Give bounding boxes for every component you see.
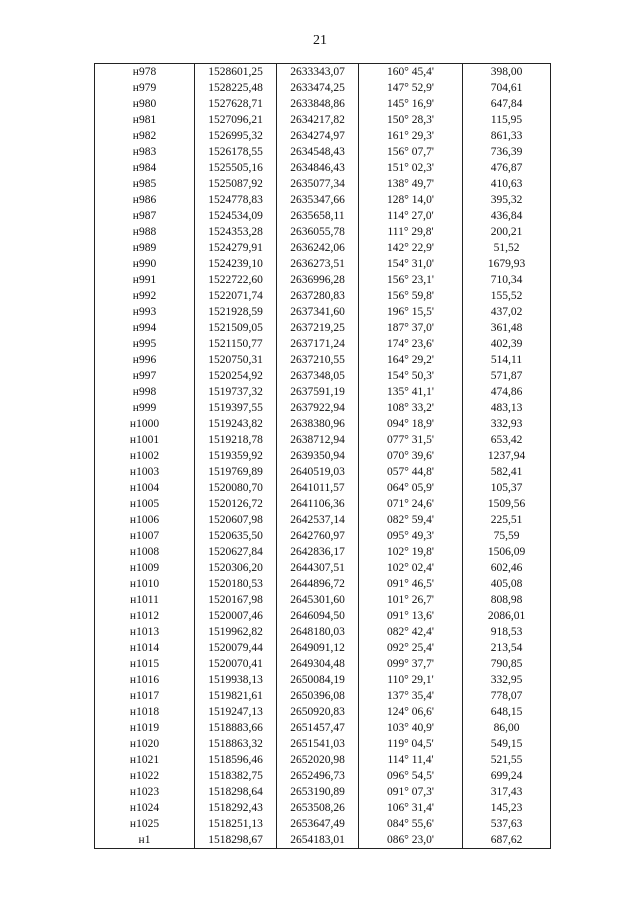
table-row	[95, 448, 551, 464]
table-row	[95, 656, 551, 672]
distance-cell: 736,39	[463, 144, 551, 160]
y-coordinate-cell: 2641011,57	[277, 480, 359, 496]
table-row	[95, 208, 551, 224]
y-coordinate-cell: 2637219,25	[277, 320, 359, 336]
table-row	[95, 272, 551, 288]
y-coordinate-cell: 2650396,08	[277, 688, 359, 704]
x-coordinate-cell: 1519938,13	[195, 672, 277, 688]
direction-angle-cell: 119° 04,5'	[359, 736, 463, 752]
point-name-cell: н1013	[95, 624, 195, 640]
y-coordinate-cell: 2645301,60	[277, 592, 359, 608]
x-coordinate-cell: 1519397,55	[195, 400, 277, 416]
y-coordinate-cell: 2652020,98	[277, 752, 359, 768]
distance-cell: 514,11	[463, 352, 551, 368]
point-name-cell: н1018	[95, 704, 195, 720]
distance-cell: 1509,56	[463, 496, 551, 512]
direction-angle-cell: 103° 40,9'	[359, 720, 463, 736]
point-name-cell: н987	[95, 208, 195, 224]
direction-angle-cell: 114° 11,4'	[359, 752, 463, 768]
table-row	[95, 384, 551, 400]
point-name-cell: н1019	[95, 720, 195, 736]
table-row	[95, 240, 551, 256]
x-coordinate-cell: 1520635,50	[195, 528, 277, 544]
distance-cell: 398,00	[463, 64, 551, 81]
table-row	[95, 96, 551, 112]
distance-cell: 790,85	[463, 656, 551, 672]
x-coordinate-cell: 1526995,32	[195, 128, 277, 144]
table-row	[95, 720, 551, 736]
table-row	[95, 160, 551, 176]
y-coordinate-cell: 2634274,97	[277, 128, 359, 144]
page-number: 21	[313, 33, 327, 48]
point-name-cell: н1001	[95, 432, 195, 448]
point-name-cell: н1006	[95, 512, 195, 528]
distance-cell: 317,43	[463, 784, 551, 800]
direction-angle-cell: 099° 37,7'	[359, 656, 463, 672]
y-coordinate-cell: 2641106,36	[277, 496, 359, 512]
y-coordinate-cell: 2642537,14	[277, 512, 359, 528]
direction-angle-cell: 161° 29,3'	[359, 128, 463, 144]
distance-cell: 571,87	[463, 368, 551, 384]
table-row	[95, 784, 551, 800]
x-coordinate-cell: 1518298,64	[195, 784, 277, 800]
distance-cell: 2086,01	[463, 608, 551, 624]
direction-angle-cell: 154° 50,3'	[359, 368, 463, 384]
x-coordinate-cell: 1526178,55	[195, 144, 277, 160]
direction-angle-cell: 154° 31,0'	[359, 256, 463, 272]
x-coordinate-cell: 1520080,70	[195, 480, 277, 496]
distance-cell: 699,24	[463, 768, 551, 784]
y-coordinate-cell: 2644307,51	[277, 560, 359, 576]
table-row	[95, 352, 551, 368]
point-name-cell: н1009	[95, 560, 195, 576]
y-coordinate-cell: 2654183,01	[277, 832, 359, 849]
table-row	[95, 832, 551, 849]
direction-angle-cell: 091° 13,6'	[359, 608, 463, 624]
y-coordinate-cell: 2636273,51	[277, 256, 359, 272]
y-coordinate-cell: 2634846,43	[277, 160, 359, 176]
x-coordinate-cell: 1521509,05	[195, 320, 277, 336]
x-coordinate-cell: 1520254,92	[195, 368, 277, 384]
direction-angle-cell: 082° 59,4'	[359, 512, 463, 528]
direction-angle-cell: 057° 44,8'	[359, 464, 463, 480]
x-coordinate-cell: 1528601,25	[195, 64, 277, 81]
table-row	[95, 64, 551, 81]
y-coordinate-cell: 2649091,12	[277, 640, 359, 656]
distance-cell: 361,48	[463, 320, 551, 336]
distance-cell: 395,32	[463, 192, 551, 208]
table-row	[95, 224, 551, 240]
x-coordinate-cell: 1524353,28	[195, 224, 277, 240]
distance-cell: 653,42	[463, 432, 551, 448]
direction-angle-cell: 151° 02,3'	[359, 160, 463, 176]
table-row	[95, 512, 551, 528]
y-coordinate-cell: 2649304,48	[277, 656, 359, 672]
direction-angle-cell: 095° 49,3'	[359, 528, 463, 544]
direction-angle-cell: 137° 35,4'	[359, 688, 463, 704]
x-coordinate-cell: 1522071,74	[195, 288, 277, 304]
table-row	[95, 144, 551, 160]
point-name-cell: н986	[95, 192, 195, 208]
y-coordinate-cell: 2633848,86	[277, 96, 359, 112]
direction-angle-cell: 094° 18,9'	[359, 416, 463, 432]
distance-cell: 1679,93	[463, 256, 551, 272]
x-coordinate-cell: 1520126,72	[195, 496, 277, 512]
y-coordinate-cell: 2638380,96	[277, 416, 359, 432]
distance-cell: 474,86	[463, 384, 551, 400]
point-name-cell: н985	[95, 176, 195, 192]
distance-cell: 476,87	[463, 160, 551, 176]
table-row	[95, 704, 551, 720]
y-coordinate-cell: 2637210,55	[277, 352, 359, 368]
direction-angle-cell: 147° 52,9'	[359, 80, 463, 96]
distance-cell: 115,95	[463, 112, 551, 128]
direction-angle-cell: 128° 14,0'	[359, 192, 463, 208]
direction-angle-cell: 187° 37,0'	[359, 320, 463, 336]
y-coordinate-cell: 2650920,83	[277, 704, 359, 720]
distance-cell: 75,59	[463, 528, 551, 544]
direction-angle-cell: 108° 33,2'	[359, 400, 463, 416]
y-coordinate-cell: 2642760,97	[277, 528, 359, 544]
x-coordinate-cell: 1519359,92	[195, 448, 277, 464]
x-coordinate-cell: 1525087,92	[195, 176, 277, 192]
distance-cell: 549,15	[463, 736, 551, 752]
direction-angle-cell: 114° 27,0'	[359, 208, 463, 224]
direction-angle-cell: 082° 42,4'	[359, 624, 463, 640]
table-row	[95, 320, 551, 336]
point-name-cell: н998	[95, 384, 195, 400]
x-coordinate-cell: 1520627,84	[195, 544, 277, 560]
direction-angle-cell: 086° 23,0'	[359, 832, 463, 849]
x-coordinate-cell: 1520750,31	[195, 352, 277, 368]
distance-cell: 225,51	[463, 512, 551, 528]
y-coordinate-cell: 2634217,82	[277, 112, 359, 128]
point-name-cell: н1021	[95, 752, 195, 768]
direction-angle-cell: 145° 16,9'	[359, 96, 463, 112]
table-row	[95, 560, 551, 576]
y-coordinate-cell: 2638712,94	[277, 432, 359, 448]
y-coordinate-cell: 2644896,72	[277, 576, 359, 592]
direction-angle-cell: 096° 54,5'	[359, 768, 463, 784]
y-coordinate-cell: 2637348,05	[277, 368, 359, 384]
point-name-cell: н1007	[95, 528, 195, 544]
direction-angle-cell: 156° 23,1'	[359, 272, 463, 288]
table-row	[95, 256, 551, 272]
distance-cell: 778,07	[463, 688, 551, 704]
table-row	[95, 800, 551, 816]
direction-angle-cell: 106° 31,4'	[359, 800, 463, 816]
table-row	[95, 304, 551, 320]
direction-angle-cell: 142° 22,9'	[359, 240, 463, 256]
direction-angle-cell: 150° 28,3'	[359, 112, 463, 128]
table-row	[95, 496, 551, 512]
point-name-cell: н1016	[95, 672, 195, 688]
direction-angle-cell: 070° 39,6'	[359, 448, 463, 464]
table-row	[95, 432, 551, 448]
point-name-cell: н992	[95, 288, 195, 304]
y-coordinate-cell: 2642836,17	[277, 544, 359, 560]
x-coordinate-cell: 1518298,67	[195, 832, 277, 849]
x-coordinate-cell: 1519247,13	[195, 704, 277, 720]
point-name-cell: н988	[95, 224, 195, 240]
x-coordinate-cell: 1520079,44	[195, 640, 277, 656]
distance-cell: 704,61	[463, 80, 551, 96]
coordinates-table-body	[95, 64, 551, 849]
direction-angle-cell: 138° 49,7'	[359, 176, 463, 192]
direction-angle-cell: 135° 41,1'	[359, 384, 463, 400]
direction-angle-cell: 101° 26,7'	[359, 592, 463, 608]
y-coordinate-cell: 2637171,24	[277, 336, 359, 352]
y-coordinate-cell: 2635347,66	[277, 192, 359, 208]
table-row	[95, 624, 551, 640]
table-row	[95, 80, 551, 96]
table-row	[95, 464, 551, 480]
point-name-cell: н1014	[95, 640, 195, 656]
direction-angle-cell: 124° 06,6'	[359, 704, 463, 720]
distance-cell: 145,23	[463, 800, 551, 816]
distance-cell: 521,55	[463, 752, 551, 768]
distance-cell: 648,15	[463, 704, 551, 720]
x-coordinate-cell: 1521150,77	[195, 336, 277, 352]
x-coordinate-cell: 1527628,71	[195, 96, 277, 112]
x-coordinate-cell: 1528225,48	[195, 80, 277, 96]
x-coordinate-cell: 1519769,89	[195, 464, 277, 480]
x-coordinate-cell: 1518382,75	[195, 768, 277, 784]
table-row	[95, 128, 551, 144]
direction-angle-cell: 084° 55,6'	[359, 816, 463, 832]
x-coordinate-cell: 1520167,98	[195, 592, 277, 608]
x-coordinate-cell: 1518863,32	[195, 736, 277, 752]
y-coordinate-cell: 2633474,25	[277, 80, 359, 96]
point-name-cell: н1017	[95, 688, 195, 704]
table-row	[95, 640, 551, 656]
coordinates-table	[94, 63, 551, 849]
y-coordinate-cell: 2653190,89	[277, 784, 359, 800]
distance-cell: 1506,09	[463, 544, 551, 560]
distance-cell: 710,34	[463, 272, 551, 288]
x-coordinate-cell: 1520070,41	[195, 656, 277, 672]
table-row	[95, 176, 551, 192]
y-coordinate-cell: 2635077,34	[277, 176, 359, 192]
point-name-cell: н989	[95, 240, 195, 256]
point-name-cell: н1011	[95, 592, 195, 608]
table-row	[95, 608, 551, 624]
table-row	[95, 752, 551, 768]
point-name-cell: н999	[95, 400, 195, 416]
x-coordinate-cell: 1524778,83	[195, 192, 277, 208]
point-name-cell: н1012	[95, 608, 195, 624]
direction-angle-cell: 102° 02,4'	[359, 560, 463, 576]
y-coordinate-cell: 2636055,78	[277, 224, 359, 240]
point-name-cell: н996	[95, 352, 195, 368]
x-coordinate-cell: 1518883,66	[195, 720, 277, 736]
point-name-cell: н983	[95, 144, 195, 160]
x-coordinate-cell: 1521928,59	[195, 304, 277, 320]
point-name-cell: н1022	[95, 768, 195, 784]
table-row	[95, 400, 551, 416]
point-name-cell: н1005	[95, 496, 195, 512]
table-row	[95, 672, 551, 688]
point-name-cell: н1003	[95, 464, 195, 480]
point-name-cell: н1008	[95, 544, 195, 560]
distance-cell: 405,08	[463, 576, 551, 592]
point-name-cell: н1010	[95, 576, 195, 592]
direction-angle-cell: 174° 23,6'	[359, 336, 463, 352]
x-coordinate-cell: 1522722,60	[195, 272, 277, 288]
direction-angle-cell: 111° 29,8'	[359, 224, 463, 240]
point-name-cell: н990	[95, 256, 195, 272]
distance-cell: 410,63	[463, 176, 551, 192]
point-name-cell: н1	[95, 832, 195, 849]
table-row	[95, 336, 551, 352]
point-name-cell: н1000	[95, 416, 195, 432]
table-row	[95, 480, 551, 496]
distance-cell: 200,21	[463, 224, 551, 240]
table-row	[95, 112, 551, 128]
y-coordinate-cell: 2637922,94	[277, 400, 359, 416]
distance-cell: 332,93	[463, 416, 551, 432]
point-name-cell: н1023	[95, 784, 195, 800]
distance-cell: 537,63	[463, 816, 551, 832]
table-row	[95, 736, 551, 752]
distance-cell: 647,84	[463, 96, 551, 112]
distance-cell: 332,95	[463, 672, 551, 688]
table-row	[95, 592, 551, 608]
table-row	[95, 192, 551, 208]
distance-cell: 402,39	[463, 336, 551, 352]
table-row	[95, 288, 551, 304]
direction-angle-cell: 110° 29,1'	[359, 672, 463, 688]
x-coordinate-cell: 1524239,10	[195, 256, 277, 272]
y-coordinate-cell: 2653508,26	[277, 800, 359, 816]
point-name-cell: н979	[95, 80, 195, 96]
table-row	[95, 576, 551, 592]
distance-cell: 483,13	[463, 400, 551, 416]
x-coordinate-cell: 1525505,16	[195, 160, 277, 176]
point-name-cell: н1024	[95, 800, 195, 816]
point-name-cell: н980	[95, 96, 195, 112]
direction-angle-cell: 091° 07,3'	[359, 784, 463, 800]
y-coordinate-cell: 2648180,03	[277, 624, 359, 640]
distance-cell: 808,98	[463, 592, 551, 608]
point-name-cell: н1002	[95, 448, 195, 464]
point-name-cell: н993	[95, 304, 195, 320]
distance-cell: 1237,94	[463, 448, 551, 464]
point-name-cell: н982	[95, 128, 195, 144]
direction-angle-cell: 164° 29,2'	[359, 352, 463, 368]
table-row	[95, 816, 551, 832]
table-row	[95, 544, 551, 560]
y-coordinate-cell: 2635658,11	[277, 208, 359, 224]
distance-cell: 436,84	[463, 208, 551, 224]
y-coordinate-cell: 2652496,73	[277, 768, 359, 784]
distance-cell: 437,02	[463, 304, 551, 320]
direction-angle-cell: 077° 31,5'	[359, 432, 463, 448]
y-coordinate-cell: 2646094,50	[277, 608, 359, 624]
x-coordinate-cell: 1524534,09	[195, 208, 277, 224]
x-coordinate-cell: 1520180,53	[195, 576, 277, 592]
x-coordinate-cell: 1520007,46	[195, 608, 277, 624]
distance-cell: 602,46	[463, 560, 551, 576]
distance-cell: 105,37	[463, 480, 551, 496]
direction-angle-cell: 092° 25,4'	[359, 640, 463, 656]
point-name-cell: н978	[95, 64, 195, 81]
y-coordinate-cell: 2651457,47	[277, 720, 359, 736]
direction-angle-cell: 156° 59,8'	[359, 288, 463, 304]
y-coordinate-cell: 2651541,03	[277, 736, 359, 752]
y-coordinate-cell: 2637591,19	[277, 384, 359, 400]
direction-angle-cell: 160° 45,4'	[359, 64, 463, 81]
distance-cell: 918,53	[463, 624, 551, 640]
point-name-cell: н1015	[95, 656, 195, 672]
y-coordinate-cell: 2636242,06	[277, 240, 359, 256]
direction-angle-cell: 196° 15,5'	[359, 304, 463, 320]
distance-cell: 51,52	[463, 240, 551, 256]
y-coordinate-cell: 2640519,03	[277, 464, 359, 480]
x-coordinate-cell: 1519737,32	[195, 384, 277, 400]
point-name-cell: н994	[95, 320, 195, 336]
x-coordinate-cell: 1519243,82	[195, 416, 277, 432]
y-coordinate-cell: 2637280,83	[277, 288, 359, 304]
distance-cell: 582,41	[463, 464, 551, 480]
direction-angle-cell: 091° 46,5'	[359, 576, 463, 592]
direction-angle-cell: 102° 19,8'	[359, 544, 463, 560]
direction-angle-cell: 064° 05,9'	[359, 480, 463, 496]
y-coordinate-cell: 2633343,07	[277, 64, 359, 81]
y-coordinate-cell: 2637341,60	[277, 304, 359, 320]
x-coordinate-cell: 1518596,46	[195, 752, 277, 768]
distance-cell: 213,54	[463, 640, 551, 656]
x-coordinate-cell: 1519962,82	[195, 624, 277, 640]
y-coordinate-cell: 2650084,19	[277, 672, 359, 688]
point-name-cell: н984	[95, 160, 195, 176]
y-coordinate-cell: 2634548,43	[277, 144, 359, 160]
x-coordinate-cell: 1519821,61	[195, 688, 277, 704]
x-coordinate-cell: 1524279,91	[195, 240, 277, 256]
point-name-cell: н981	[95, 112, 195, 128]
distance-cell: 861,33	[463, 128, 551, 144]
table-row	[95, 768, 551, 784]
point-name-cell: н997	[95, 368, 195, 384]
point-name-cell: н995	[95, 336, 195, 352]
table-row	[95, 688, 551, 704]
x-coordinate-cell: 1518292,43	[195, 800, 277, 816]
y-coordinate-cell: 2639350,94	[277, 448, 359, 464]
direction-angle-cell: 156° 07,7'	[359, 144, 463, 160]
table-row	[95, 368, 551, 384]
x-coordinate-cell: 1520306,20	[195, 560, 277, 576]
x-coordinate-cell: 1518251,13	[195, 816, 277, 832]
point-name-cell: н1025	[95, 816, 195, 832]
distance-cell: 687,62	[463, 832, 551, 849]
point-name-cell: н1004	[95, 480, 195, 496]
direction-angle-cell: 071° 24,6'	[359, 496, 463, 512]
point-name-cell: н991	[95, 272, 195, 288]
y-coordinate-cell: 2636996,28	[277, 272, 359, 288]
x-coordinate-cell: 1527096,21	[195, 112, 277, 128]
x-coordinate-cell: 1520607,98	[195, 512, 277, 528]
distance-cell: 155,52	[463, 288, 551, 304]
x-coordinate-cell: 1519218,78	[195, 432, 277, 448]
table-row	[95, 528, 551, 544]
y-coordinate-cell: 2653647,49	[277, 816, 359, 832]
distance-cell: 86,00	[463, 720, 551, 736]
point-name-cell: н1020	[95, 736, 195, 752]
table-row	[95, 416, 551, 432]
